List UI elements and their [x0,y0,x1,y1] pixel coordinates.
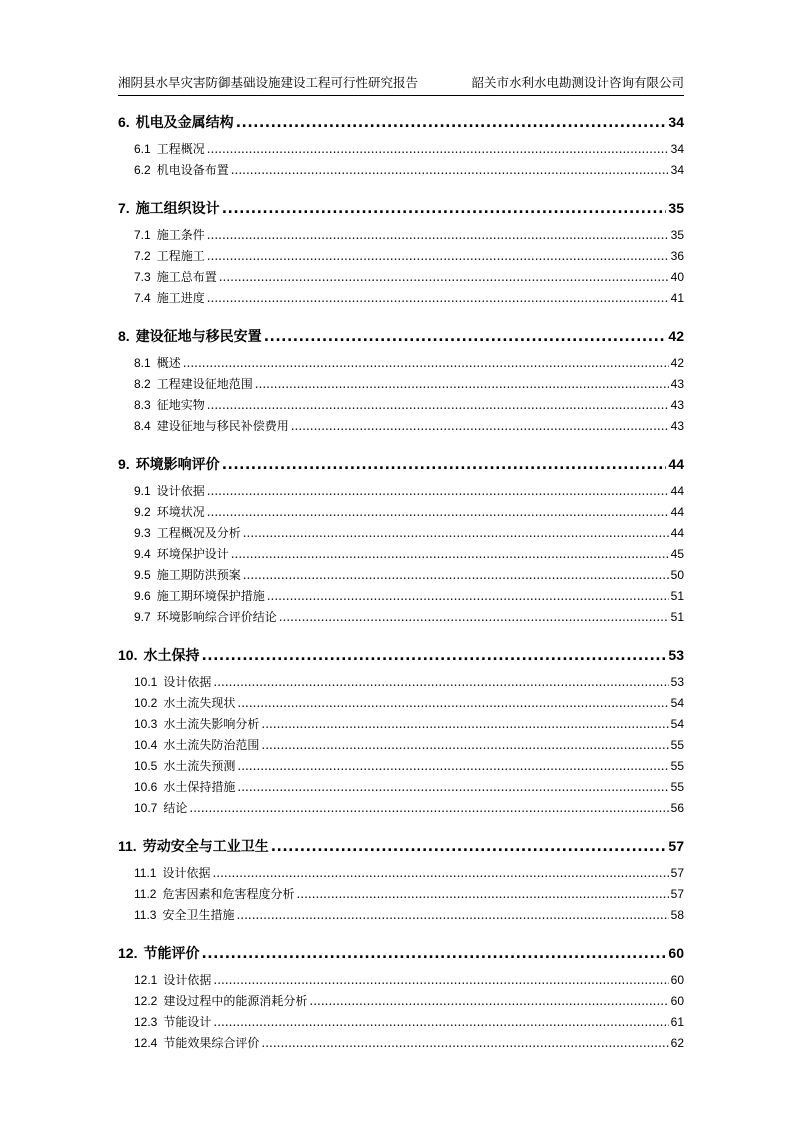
toc-section-entry[interactable] [118,355,684,376]
section-page-number: 55 [670,759,684,773]
section-page-number: 45 [670,547,684,561]
leader-dots [237,695,668,711]
toc-chapter-entry[interactable] [118,645,684,666]
section-title: 施工总布置 [156,270,217,284]
leader-dots [261,1035,668,1051]
section-number: 12.4 [134,1036,158,1050]
section-number: 7.3 [134,270,151,284]
section-number: 11.1 [134,866,157,880]
leader-dots [261,737,668,753]
leader-dots [236,113,667,133]
section-number: 9.4 [134,547,151,561]
toc-chapter-block [118,326,684,439]
section-title: 环境影响综合评价结论 [156,610,277,624]
leader-dots [207,227,669,243]
section-page-number: 55 [670,738,684,752]
leader-dots [189,800,668,816]
section-number: 11.3 [134,908,157,922]
toc-section-entry[interactable] [118,695,684,716]
section-title: 建设征地与移民补偿费用 [156,419,289,433]
section-number: 7.4 [134,291,151,305]
section-number: 10.6 [134,780,158,794]
toc-section-entry[interactable] [118,1014,684,1035]
section-number: 8.4 [134,419,151,433]
section-page-number: 58 [670,908,684,922]
toc-chapter-entry[interactable] [118,454,684,475]
header-company-name: 韶关市水利水电勘测设计咨询有限公司 [471,75,684,90]
chapter-title: 环境影响评价 [135,457,220,473]
section-number: 9.3 [134,526,151,540]
section-title: 工程建设征地范围 [156,377,253,391]
toc-section-entry[interactable] [118,758,684,779]
section-title: 概述 [156,356,181,370]
section-number: 9.5 [134,568,151,582]
section-number: 9.6 [134,589,151,603]
section-page-number: 44 [670,526,684,540]
section-number: 10.7 [134,801,158,815]
section-title: 建设过程中的能源消耗分析 [163,994,308,1008]
chapter-number: 7. [118,200,130,216]
toc-chapter-block [118,112,684,183]
leader-dots [231,546,669,562]
section-number: 6.1 [134,142,151,156]
chapter-title: 施工组织设计 [135,201,220,217]
chapter-page-number: 60 [668,945,684,961]
leader-dots [207,141,669,157]
leader-dots [212,865,668,881]
leader-dots [201,646,666,666]
section-page-number: 62 [670,1036,684,1050]
toc-section-entry[interactable] [118,609,684,630]
section-page-number: 36 [670,249,684,263]
leader-dots [309,993,668,1009]
leader-dots [296,886,668,902]
leader-dots [213,972,668,988]
section-page-number: 43 [670,377,684,391]
section-page-number: 57 [670,887,684,901]
leader-dots [222,199,667,219]
toc-section-entry[interactable] [118,800,684,821]
leader-dots [213,674,668,690]
section-title: 水土保持措施 [163,780,236,794]
section-title: 节能设计 [163,1015,212,1029]
toc-chapter-block [118,454,684,630]
section-page-number: 44 [670,505,684,519]
section-page-number: 60 [670,973,684,987]
section-page-number: 51 [670,610,684,624]
section-number: 10.5 [134,759,158,773]
toc-section-entry[interactable] [118,397,684,418]
leader-dots [201,944,666,964]
section-number: 10.3 [134,717,158,731]
section-page-number: 53 [670,675,684,689]
page-header [118,76,684,96]
section-page-number: 50 [670,568,684,582]
leader-dots [183,355,669,371]
leader-dots [237,758,668,774]
toc-section-entry[interactable] [118,907,684,928]
chapter-page-number: 35 [668,200,684,216]
toc-chapter-block [118,836,684,928]
toc-section-entry[interactable] [118,269,684,290]
section-page-number: 43 [670,398,684,412]
section-title: 设计依据 [163,973,212,987]
chapter-number: 11. [118,838,137,854]
chapter-title: 节能评价 [143,946,200,962]
section-number: 8.3 [134,398,151,412]
toc-section-entry[interactable] [118,1035,684,1056]
section-page-number: 54 [670,696,684,710]
toc-section-entry[interactable] [118,865,684,886]
section-title: 环境保护设计 [156,547,229,561]
chapter-number: 12. [118,945,138,961]
header-report-title: 湘阴县水旱灾害防御基础设施建设工程可行性研究报告 [118,75,419,90]
leader-dots [264,327,667,347]
toc-chapter-block [118,645,684,821]
toc-section-entry[interactable] [118,674,684,695]
section-number: 7.1 [134,228,151,242]
chapter-title: 机电及金属结构 [135,115,234,131]
toc-chapter-entry[interactable] [118,943,684,964]
chapter-title: 劳动安全与工业卫生 [142,839,269,855]
leader-dots [207,504,669,520]
section-number: 12.3 [134,1015,158,1029]
section-title: 机电设备布置 [156,163,229,177]
section-number: 10.1 [134,675,158,689]
section-title: 征地实物 [156,398,205,412]
toc-chapter-entry[interactable] [118,198,684,219]
section-number: 8.1 [134,356,151,370]
section-title: 施工期环境保护措施 [156,589,265,603]
chapter-page-number: 34 [668,114,684,130]
section-number: 9.2 [134,505,151,519]
section-title: 安全卫生措施 [162,908,235,922]
section-number: 6.2 [134,163,151,177]
section-title: 设计依据 [162,866,211,880]
chapter-number: 9. [118,456,130,472]
section-title: 设计依据 [163,675,212,689]
leader-dots [213,1014,668,1030]
section-page-number: 35 [670,228,684,242]
table-of-contents [118,112,684,1071]
section-page-number: 60 [670,994,684,1008]
leader-dots [271,837,667,857]
toc-section-entry[interactable] [118,567,684,588]
leader-dots [243,525,669,541]
leader-dots [267,588,669,604]
leader-dots [207,397,669,413]
leader-dots [237,779,668,795]
chapter-number: 6. [118,114,130,130]
toc-chapter-entry[interactable] [118,112,684,133]
section-page-number: 34 [670,163,684,177]
section-page-number: 41 [670,291,684,305]
section-title: 水土流失预测 [163,759,236,773]
section-number: 10.2 [134,696,158,710]
chapter-number: 8. [118,328,130,344]
section-title: 结论 [163,801,188,815]
leader-dots [207,248,669,264]
chapter-page-number: 44 [668,456,684,472]
toc-section-entry[interactable] [118,162,684,183]
toc-chapter-block [118,943,684,1056]
section-title: 水土流失防治范围 [163,738,260,752]
toc-section-entry[interactable] [118,141,684,162]
section-number: 11.2 [134,887,157,901]
section-number: 12.1 [134,973,158,987]
section-title: 节能效果综合评价 [163,1036,260,1050]
toc-section-entry[interactable] [118,483,684,504]
leader-dots [243,567,669,583]
chapter-page-number: 42 [668,328,684,344]
section-page-number: 34 [670,142,684,156]
section-title: 环境状况 [156,505,205,519]
leader-dots [261,716,668,732]
toc-section-entry[interactable] [118,972,684,993]
section-title: 施工条件 [156,228,205,242]
toc-chapter-entry[interactable] [118,836,684,857]
section-page-number: 43 [670,419,684,433]
section-page-number: 42 [670,356,684,370]
section-number: 8.2 [134,377,151,391]
section-page-number: 44 [670,484,684,498]
section-title: 水土流失影响分析 [163,717,260,731]
section-number: 12.2 [134,994,158,1008]
section-title: 工程施工 [156,249,205,263]
section-number: 9.7 [134,610,151,624]
section-title: 危害因素和危害程度分析 [162,887,295,901]
toc-section-entry[interactable] [118,737,684,758]
leader-dots [219,269,669,285]
leader-dots [222,455,667,475]
toc-section-entry[interactable] [118,504,684,525]
section-page-number: 40 [670,270,684,284]
section-page-number: 54 [670,717,684,731]
toc-section-entry[interactable] [118,290,684,311]
toc-section-entry[interactable] [118,716,684,737]
leader-dots [255,376,669,392]
toc-section-entry[interactable] [118,418,684,439]
toc-chapter-entry[interactable] [118,326,684,347]
chapter-number: 10. [118,647,138,663]
chapter-title: 建设征地与移民安置 [135,329,262,345]
toc-section-entry[interactable] [118,248,684,269]
section-title: 工程概况 [156,142,205,156]
chapter-page-number: 57 [668,838,684,854]
leader-dots [279,609,669,625]
section-number: 9.1 [134,484,151,498]
section-number: 10.4 [134,738,158,752]
section-title: 设计依据 [156,484,205,498]
section-page-number: 57 [670,866,684,880]
leader-dots [207,290,669,306]
section-page-number: 56 [670,801,684,815]
chapter-title: 水土保持 [143,648,200,664]
toc-section-entry[interactable] [118,779,684,800]
toc-section-entry[interactable] [118,525,684,546]
toc-section-entry[interactable] [118,886,684,907]
chapter-page-number: 53 [668,647,684,663]
toc-section-entry[interactable] [118,993,684,1014]
section-number: 7.2 [134,249,151,263]
section-title: 施工进度 [156,291,205,305]
toc-section-entry[interactable] [118,227,684,248]
leader-dots [207,483,669,499]
section-page-number: 55 [670,780,684,794]
leader-dots [231,162,669,178]
toc-chapter-block [118,198,684,311]
section-title: 施工期防洪预案 [156,568,241,582]
toc-section-entry[interactable] [118,546,684,567]
section-page-number: 51 [670,589,684,603]
section-page-number: 61 [670,1015,684,1029]
toc-section-entry[interactable] [118,588,684,609]
section-title: 水土流失现状 [163,696,236,710]
toc-section-entry[interactable] [118,376,684,397]
leader-dots [236,907,668,923]
section-title: 工程概况及分析 [156,526,241,540]
leader-dots [291,418,669,434]
